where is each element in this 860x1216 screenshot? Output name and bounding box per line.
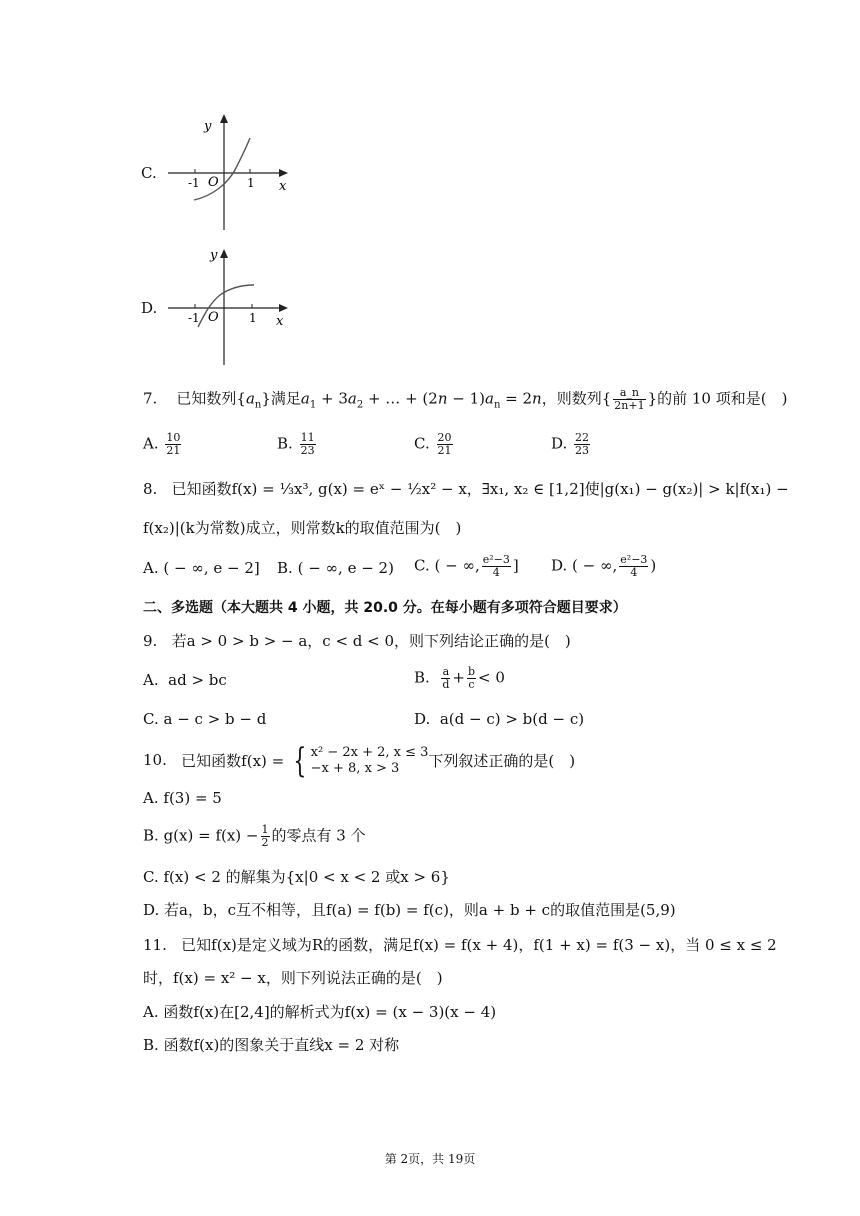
q8-option-b[interactable]: B. ( − ∞, e − 2) — [277, 559, 394, 577]
question-11-line1: 11. 已知f(x)是定义域为R的函数，满足f(x) = f(x + 4)，f(1 + x) = f(3 − x)，当 0 ≤ x ≤ 2 — [143, 936, 777, 954]
q11-option-b[interactable]: B. 函数f(x)的图象关于直线x = 2 对称 — [143, 1036, 400, 1054]
q9-option-c[interactable]: C. a − c > b − d — [143, 710, 267, 728]
q8-option-c[interactable]: C. ( − ∞, $\frac{\text{e²−3}}{4}$ ] — [414, 553, 519, 579]
question-number: 8. — [143, 480, 158, 498]
q9-option-b[interactable]: B. $\frac{a}{d}$ + $\frac{b}{c}$ < 0 — [414, 665, 505, 691]
q10-option-d[interactable]: D. 若a，b，c互不相等，且f(a) = f(b) = f(c)，则a + b + c的取值范围是(5,9) — [143, 901, 676, 919]
piecewise-definition: { x² − 2x + 2, x ≤ 3 −x + 8, x > 3 — [293, 741, 429, 781]
y-axis-label: y — [210, 248, 218, 263]
question-10: 10. 已知函数f(x) = { x² − 2x + 2, x ≤ 3 −x + 8, x > 3 下列叙述正确的是( ) — [143, 741, 576, 781]
q11-option-a[interactable]: A. 函数f(x)在[2,4]的解析式为f(x) = (x − 3)(x − 4) — [143, 1003, 497, 1021]
q10-option-b[interactable]: B. g(x) = f(x) − $\frac{1}{2}$ 的零点有 3 个 — [143, 823, 366, 849]
question-number: 11. — [143, 936, 167, 954]
section-header: 二、多选题（本大题共 4 小题，共 20.0 分。在每小题有多项符合题目要求） — [143, 600, 627, 616]
sequence-fraction: $\frac{a\_n}{2n+1}$ — [614, 386, 645, 412]
question-number: 9. — [143, 632, 158, 650]
q7-option-a[interactable]: A. $\frac{10}{21}$ — [143, 431, 181, 457]
question-number: 7. — [143, 389, 158, 408]
q9-option-d[interactable]: D. a(d − c) > b(d − c) — [414, 710, 585, 728]
q8-option-d[interactable]: D. ( − ∞, $\frac{\text{e²−3}}{4}$ ) — [551, 553, 657, 579]
x-axis-label: x — [279, 179, 287, 194]
tick-pos-label: 1 — [247, 176, 255, 190]
q7-option-b[interactable]: B. $\frac{11}{23}$ — [277, 431, 315, 457]
q10-option-a[interactable]: A. f(3) = 5 — [143, 789, 222, 807]
tick-pos-label: 1 — [249, 311, 257, 325]
tick-neg-label: -1 — [188, 311, 200, 325]
graph-c — [160, 110, 300, 235]
q8-option-a[interactable]: A. ( − ∞, e − 2] — [143, 559, 260, 577]
q10-option-c[interactable]: C. f(x) < 2 的解集为{x|0 < x < 2 或x > 6} — [143, 868, 450, 886]
graph-d — [160, 245, 300, 370]
question-11-line2: 时，f(x) = x² − x，则下列说法正确的是( ) — [143, 969, 443, 987]
origin-label: O — [208, 175, 219, 190]
stem-part: 已知数列{ — [176, 389, 246, 408]
y-axis-label: y — [204, 119, 212, 134]
x-axis-label: x — [276, 314, 284, 329]
question-number: 10. — [143, 751, 167, 769]
q9-option-a[interactable]: A. ad > bc — [143, 671, 227, 689]
q7-option-d[interactable]: D. $\frac{22}{23}$ — [551, 431, 590, 457]
tick-neg-label: -1 — [188, 176, 200, 190]
page-footer: 第 2页，共 19页 — [384, 1152, 476, 1166]
option-c-label: C. — [141, 164, 157, 182]
option-d-label: D. — [141, 299, 158, 317]
question-9: 9. 若a > 0 > b > − a，c < d < 0，则下列结论正确的是( ) — [143, 632, 571, 650]
origin-label: O — [208, 310, 219, 325]
q7-option-c[interactable]: C. $\frac{20}{21}$ — [414, 431, 452, 457]
question-8-line1: 8. 已知函数f(x) = ⅓x³, g(x) = eˣ − ½x² − x，∃x₁, x₂ ∈ [1,2]使|g(x₁) − g(x₂)| > k|f(x₁) − — [143, 480, 789, 498]
question-7: 7. 已知数列$\{a_n\}$满足$a_1 + 3a_2$ + … + $(2n - 1)a_n = 2n$，则数列{ $\frac{a\_n}{2n+1}$ }的前 10 项和是( ) — [143, 386, 788, 412]
question-8-line2: f(x₂)|(k为常数)成立，则常数k的取值范围为( ) — [143, 519, 462, 537]
